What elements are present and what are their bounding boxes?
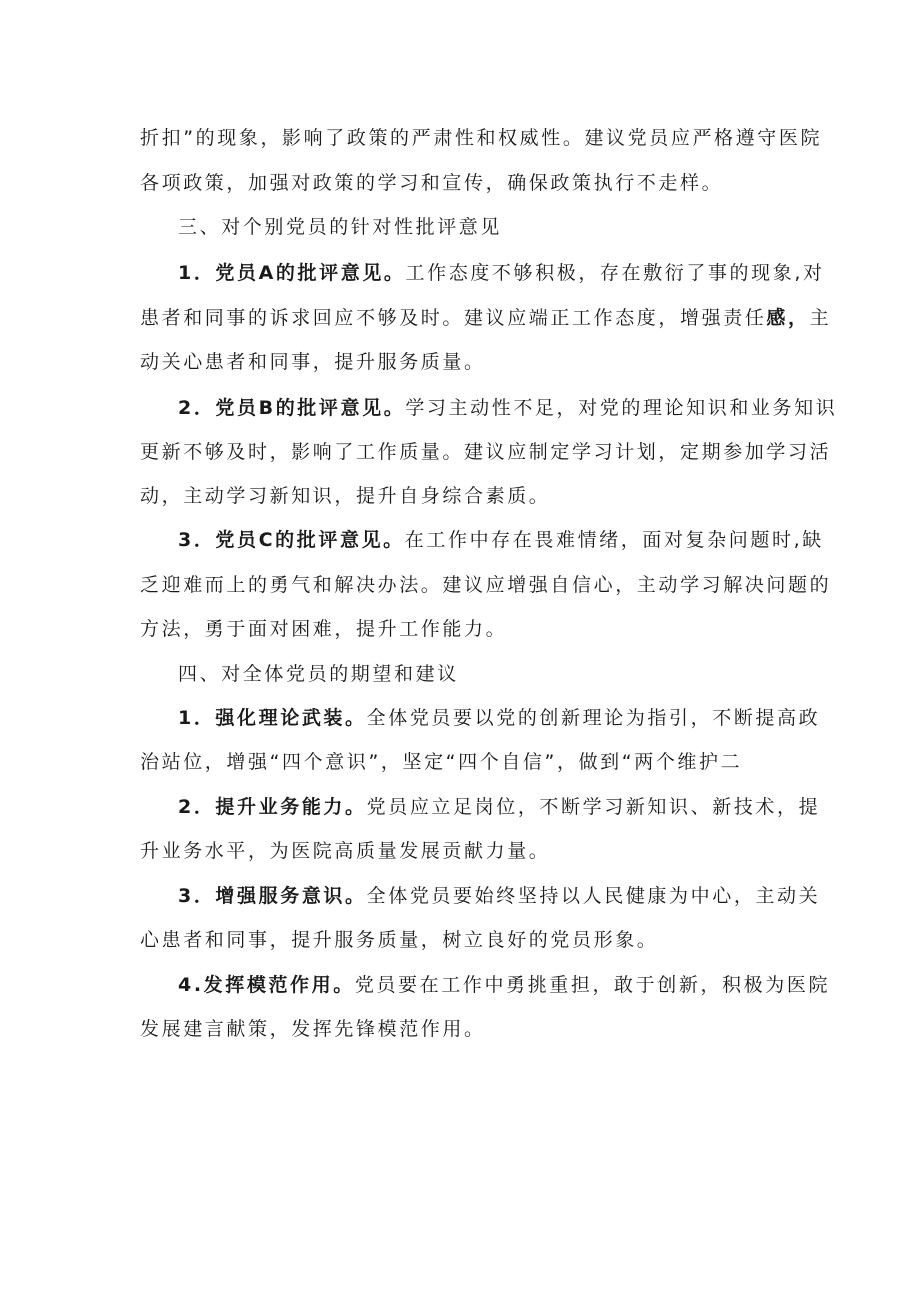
section-4-item-4-title: 4.发挥模范作用。 — [178, 974, 355, 996]
section-4-item-4-text: 党员要在工作中勇挑重担，敢于创新，积极为医院 — [354, 974, 831, 996]
section-4-item-2-line-2: 升业务水平，为医院高质量发展贡献力量。 — [140, 840, 551, 862]
section-3-item-1-text: 工作态度不够积极，存在敷衍了事的现象,对 — [405, 262, 825, 284]
section-4-item-2-title: 2．提升业务能力。 — [178, 796, 367, 818]
section-4-item-1-line-1 — [178, 706, 821, 730]
section-3-item-1-line-3: 动关心患者和同事，提升服务质量。 — [140, 351, 486, 373]
section-3-item-2-line-1 — [178, 396, 838, 420]
section-3-item-3-line-3: 方法，勇于面对困难，提升工作能力。 — [140, 618, 508, 640]
section-4-item-2-line-1 — [178, 795, 821, 819]
section-3-item-1-line-2 — [140, 306, 832, 330]
intro-line-2: 各项政策，加强对政策的学习和宣传，确保政策执行不走样。 — [140, 172, 724, 194]
section-3-item-3-text: 在工作中存在畏难情绪，面对复杂问题时,缺 — [404, 529, 824, 551]
section-4-item-3-title: 3．增强服务意识。 — [178, 885, 367, 907]
section-3-item-3-line-1 — [178, 528, 824, 552]
section-4-item-2-text: 党员应立足岗位，不断学习新知识、新技术，提 — [366, 796, 821, 818]
section-3-item-3-title: 3．党员C的批评意见。 — [178, 529, 405, 551]
section-3-item-3-line-2: 乏迎难而上的勇气和解决办法。建议应增强自信心，主动学习解决问题的 — [140, 574, 832, 596]
section-3-item-1-title: 1．党员A的批评意见。 — [178, 262, 406, 284]
section-4-item-3-line-1 — [178, 884, 821, 908]
section-3-item-2-title: 2．党员B的批评意见。 — [178, 397, 406, 419]
section-4-item-3-text: 全体党员要始终坚持以人民健康为中心，主动关 — [366, 885, 821, 907]
section-3-item-1-bold-char: 感， — [766, 307, 810, 329]
section-4-item-1-text: 全体党员要以党的创新理论为指引，不断提高政 — [366, 707, 821, 729]
intro-line-1: 折扣”的现象，影响了政策的严肃性和权威性。建议党员应严格遵守医院 — [140, 127, 823, 149]
section-4-heading: 四、对全体党员的期望和建议 — [178, 663, 459, 685]
section-3-item-1-line-1 — [178, 261, 825, 285]
section-4-item-4-line-2: 发展建言献策，发挥先锋模范作用。 — [140, 1018, 486, 1040]
section-3-item-1-text-a: 患者和同事的诉求回应不够及时。建议应端正工作态度，增强责任 — [140, 307, 767, 329]
section-4-item-3-line-2: 心患者和同事，提升服务质量，树立良好的党员形象。 — [140, 929, 659, 951]
section-3-item-2-text: 学习主动性不足，对党的理论知识和业务知识 — [405, 397, 838, 419]
section-3-item-2-line-3: 动，主动学习新知识，提升自身综合素质。 — [140, 485, 551, 507]
section-3-item-1-text-c: 主 — [809, 307, 832, 329]
section-4-item-1-title: 1．强化理论武装。 — [178, 707, 367, 729]
section-3-item-2-line-2: 更新不够及时，影响了工作质量。建议应制定学习计划，定期参加学习活 — [140, 441, 832, 463]
section-3-heading: 三、对个别党员的针对性批评意见 — [178, 216, 503, 238]
section-4-item-1-line-2: 治站位，增强“四个意识”，坚定“四个自信”，做到“两个维护二 — [140, 751, 743, 773]
section-4-item-4-line-1 — [178, 973, 831, 997]
